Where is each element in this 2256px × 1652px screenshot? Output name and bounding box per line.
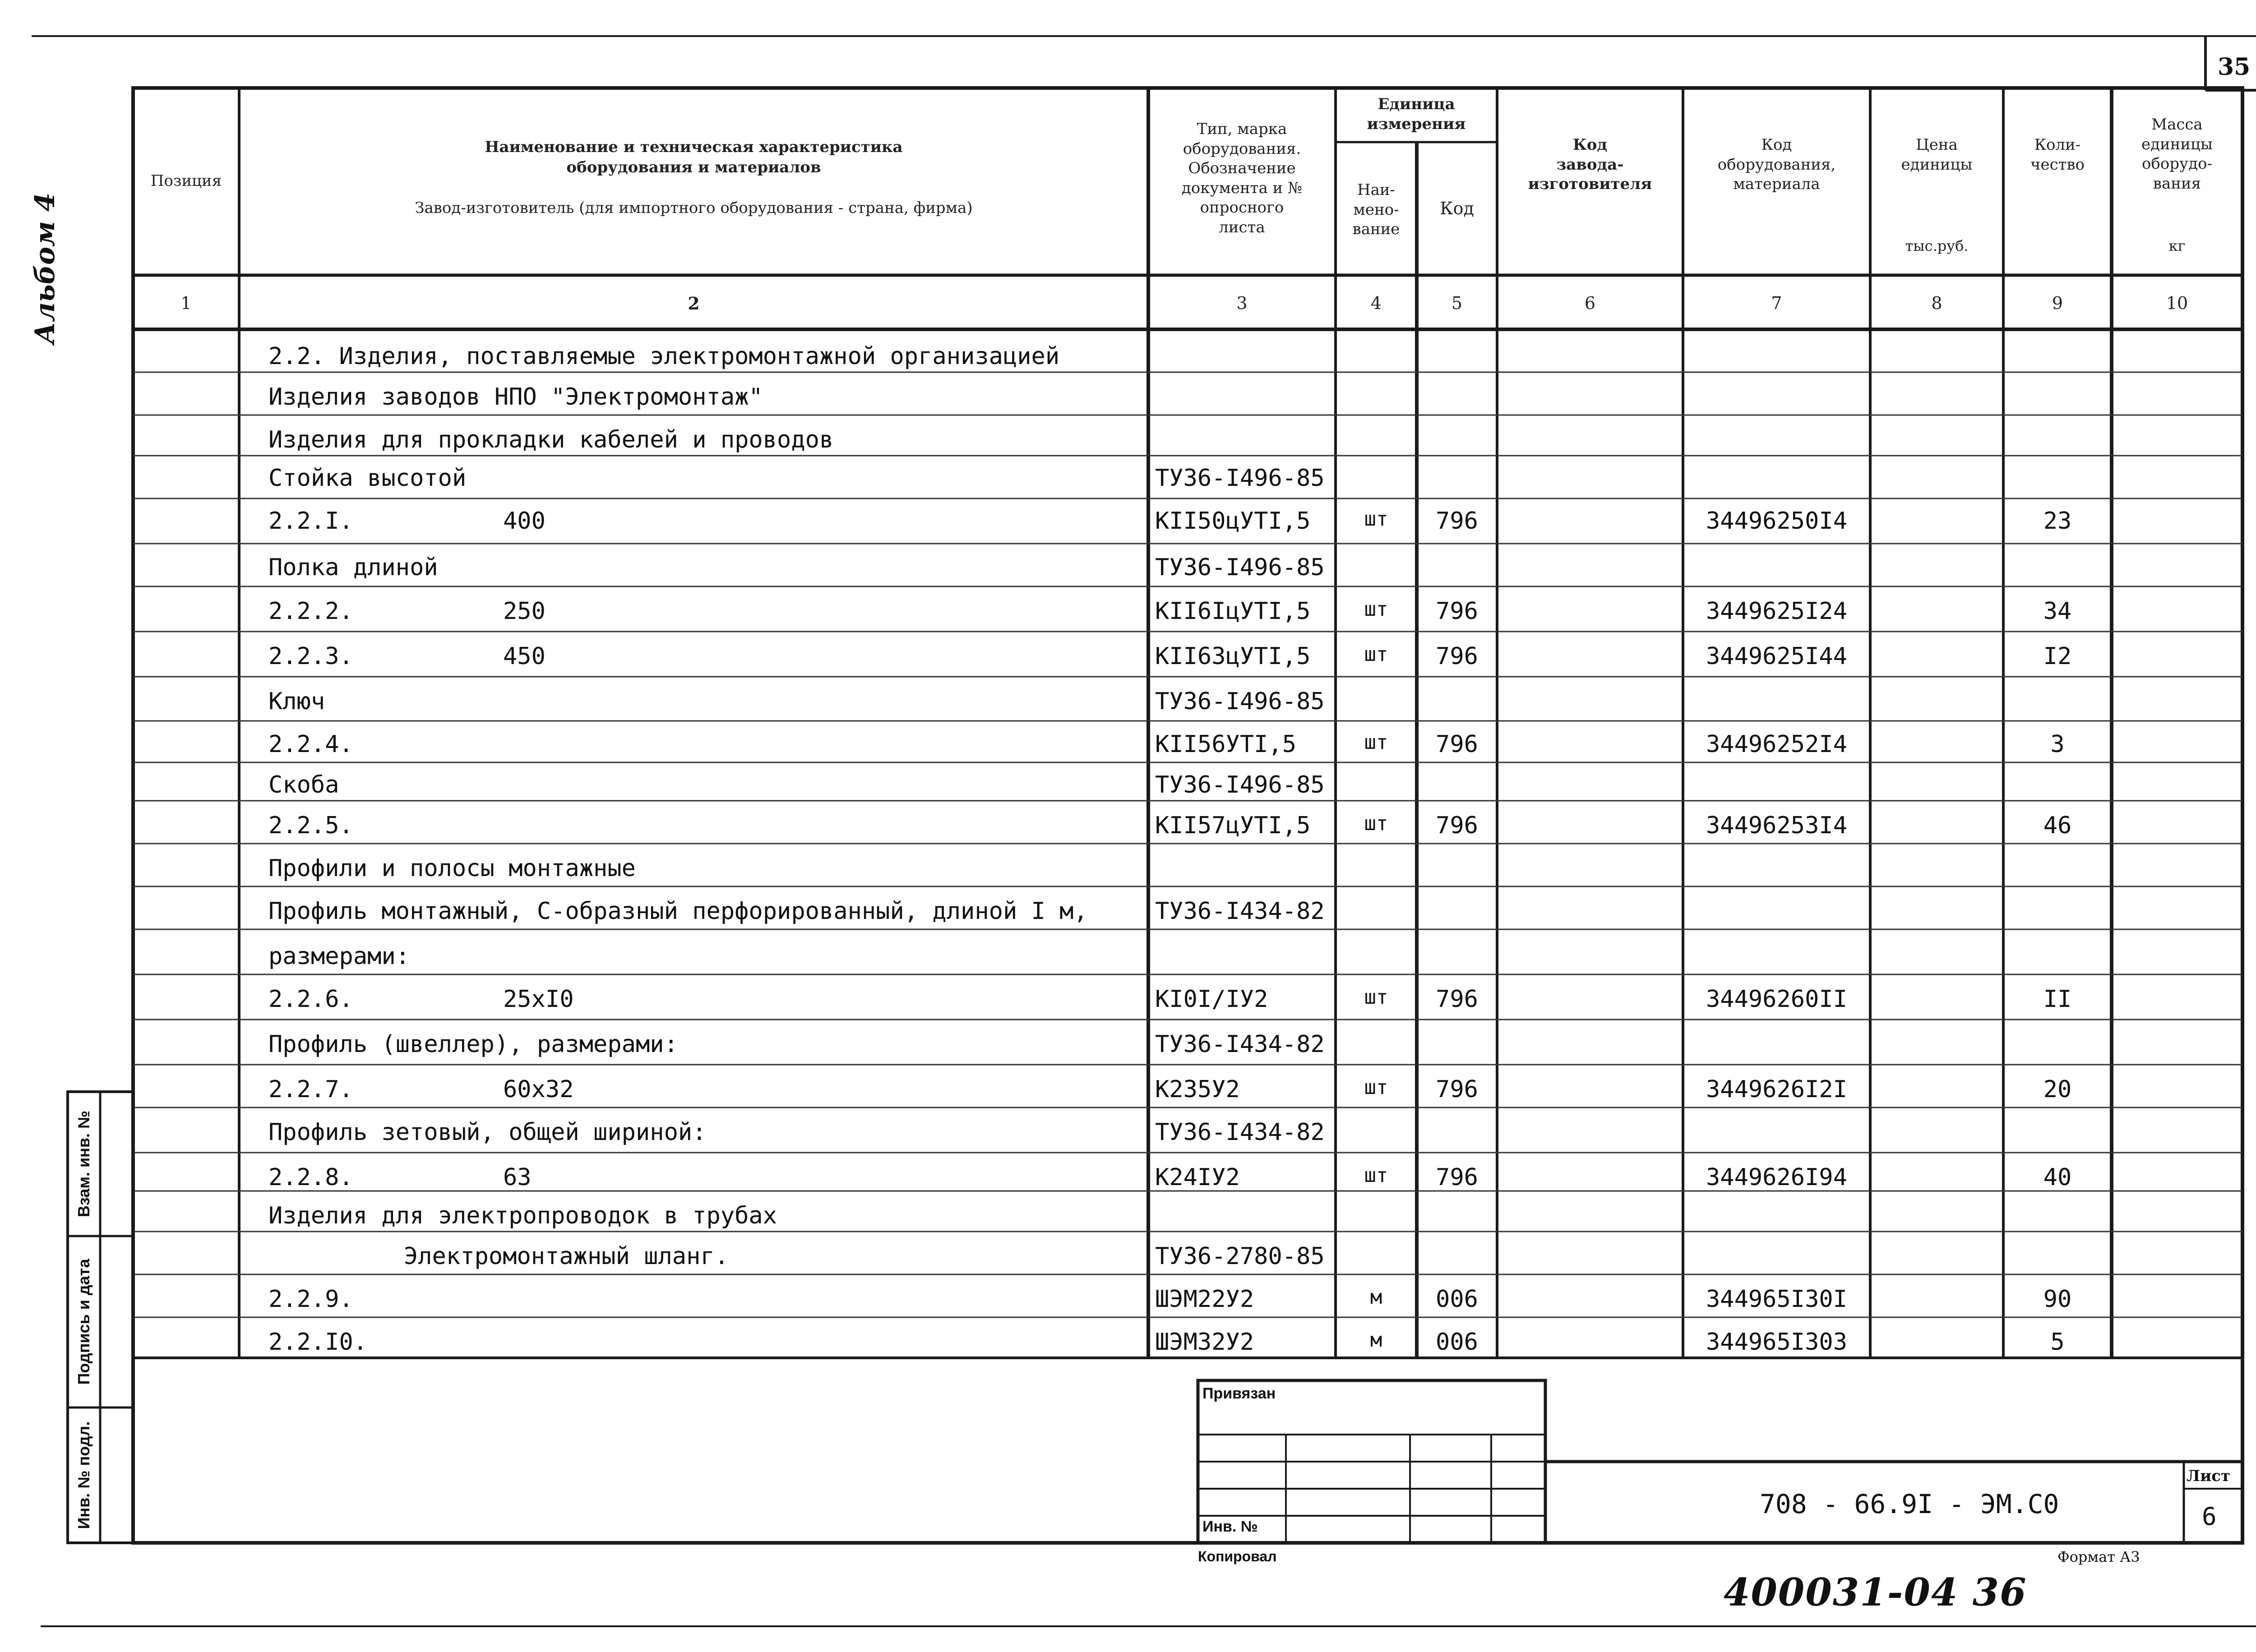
header-factory-code-l3: изготовителя [1528,175,1652,194]
row-type: ТУ36-I496-85 [1155,688,1325,715]
header-price-unit: тыс.руб. [1905,237,1969,254]
row-name: Стойка высотой [268,465,467,492]
row-quantity: I2 [2043,643,2072,670]
header-mass-l4: вания [2153,174,2201,193]
row-name: Профиль зетовый, общей шириной: [268,1119,707,1146]
row-position: 2.2.3. [268,643,353,670]
stamp-sheet-number: 6 [2202,1502,2217,1531]
row-quantity: 90 [2043,1286,2072,1313]
row-type: ТУ36-2780-85 [1155,1243,1325,1270]
col-number-7: 7 [1771,293,1782,313]
row-position: 2.2.5. [268,812,353,839]
row-unit: шт [1364,1076,1388,1099]
row-type: ТУ36-I434-82 [1155,898,1325,925]
row-quantity: II [2043,986,2072,1013]
row-unit: шт [1364,986,1388,1009]
side-stamp-vzam-inv: Взам. инв. № [74,1110,93,1218]
row-unit-code: 796 [1436,643,1478,670]
row-name: Изделия для электропроводок в трубах [268,1202,777,1229]
row-material-code: 344965I30I [1706,1286,1848,1313]
header-material-code-l3: материала [1733,175,1820,194]
header-unit-l2: измерения [1367,115,1466,133]
header-type-l4: документа и № [1181,179,1303,197]
row-name: Ключ [268,688,325,715]
col-number-6: 6 [1584,293,1596,313]
row-size: 63 [503,1164,532,1191]
header-factory-code-l2: завода- [1556,155,1624,174]
row-name: 2.2. Изделия, поставляемые электромонтажной организацией [268,343,1060,370]
stamp-sheet-label: Лист [2187,1467,2231,1485]
row-name: Изделия для прокладки кабелей и проводов [268,426,834,453]
row-name: Электромонтажный шланг. [404,1243,729,1270]
handwritten-note: 400031-04 36 [1724,1570,2027,1615]
row-position: 2.2.I0. [268,1329,368,1356]
row-material-code: 34496250I4 [1706,508,1848,535]
row-material-code: 344965I303 [1706,1329,1848,1356]
header-mass [2112,115,2242,194]
header-name-line2: оборудования и материалов [566,158,821,176]
col-number-10: 10 [2166,293,2188,313]
sheet-corner-number: 35 [2218,53,2251,81]
row-unit: шт [1364,731,1388,754]
row-quantity: 34 [2043,598,2072,625]
header-type-l6: листа [1219,218,1265,236]
header-name-line1: Наименование и техническая характеристика [485,138,903,156]
row-quantity: 40 [2043,1164,2072,1191]
header-price-l1: Цена [1916,136,1958,154]
row-name: Профиль монтажный, С-образный перфорированный, длиной I м, [268,898,1088,925]
header-mass-l2: единицы [2141,135,2213,153]
row-type: КII50цУТI,5 [1155,508,1311,535]
row-unit: шт [1364,812,1388,835]
row-name: Изделия заводов НПО "Электромонтаж" [268,383,763,411]
row-type: ТУ36-I496-85 [1155,771,1325,798]
row-unit: шт [1364,643,1388,666]
row-unit-code: 796 [1436,1164,1478,1191]
header-unit-l1: Единица [1378,95,1455,113]
header-type-l1: Тип, марка [1197,120,1287,138]
stamp-privyazan: Привязан [1202,1385,1276,1402]
header-unit-name-l1: Наи- [1357,181,1396,199]
header-material-code-l1: Код [1761,136,1792,154]
header-unit-group [1336,95,1497,134]
stamp-inv-no: Инв. № [1202,1518,1258,1535]
album-label: Альбом 4 [29,193,61,344]
header-factory-code [1497,135,1683,194]
row-size: 60х32 [503,1076,574,1103]
col-number-4: 4 [1370,293,1382,313]
col-number-5: 5 [1451,293,1463,313]
header-unit-code: Код [1440,198,1474,218]
row-size: 400 [503,508,546,535]
side-stamp-signature-date: Подпись и дата [74,1259,93,1385]
row-material-code: 34496252I4 [1706,731,1848,758]
row-material-code: 3449626I2I [1706,1076,1848,1103]
row-unit: шт [1364,598,1388,621]
row-unit-code: 796 [1436,598,1478,625]
row-quantity: 46 [2043,812,2072,839]
col-number-2: 2 [688,293,700,314]
row-unit-code: 796 [1436,1076,1478,1103]
row-type: К235У2 [1155,1076,1240,1103]
header-unit-name-l3: вание [1352,220,1400,239]
header-price [1870,135,2003,175]
row-name: Профиль (швеллер), размерами: [268,1031,678,1058]
header-mass-unit: кг [2168,237,2186,254]
row-position: 2.2.6. [268,986,353,1013]
row-type: ШЭМ32У2 [1155,1329,1254,1356]
row-quantity: 3 [2050,731,2065,758]
row-size: 250 [503,598,546,625]
row-type: ТУ36-I496-85 [1155,554,1325,581]
row-type: КI0I/IУ2 [1155,986,1268,1013]
header-position: Позиция [150,172,222,190]
row-type: ТУ36-I496-85 [1155,465,1325,492]
row-type: КII63цУТI,5 [1155,643,1311,670]
row-position: 2.2.2. [268,598,353,625]
row-unit-code: 796 [1436,508,1478,535]
row-position: 2.2.9. [268,1286,353,1313]
row-type: КII56УТI,5 [1155,731,1297,758]
row-material-code: 3449625I44 [1706,643,1848,670]
col-number-1: 1 [180,293,192,313]
col-number-8: 8 [1931,293,1942,313]
header-type-l2: оборудования. [1183,139,1301,158]
row-unit-code: 796 [1436,731,1478,758]
row-quantity: 23 [2043,508,2072,535]
row-type: КII57цУТI,5 [1155,812,1311,839]
row-name: размерами: [268,943,410,970]
row-unit: шт [1364,1164,1388,1187]
row-position: 2.2.8. [268,1164,353,1191]
row-material-code: 3449626I94 [1706,1164,1848,1191]
header-factory-code-l1: Код [1572,136,1608,154]
row-position: 2.2.I. [268,508,353,535]
row-name: Скоба [268,771,339,798]
header-name-line3: Завод-изготовитель (для импортного оборудования - страна, фирма) [415,199,973,217]
row-type: КII6IцУТI,5 [1155,598,1311,625]
row-unit: м [1370,1329,1382,1352]
side-stamp-inv-podl: Инв. № подл. [74,1421,93,1529]
row-quantity: 20 [2043,1076,2072,1103]
row-unit-code: 006 [1436,1329,1478,1356]
row-type: ТУ36-I434-82 [1155,1031,1325,1058]
stamp-designation: 708 - 66.9I - ЭМ.С0 [1760,1489,2059,1519]
header-mass-l1: Масса [2151,115,2203,134]
row-unit: м [1370,1286,1382,1309]
header-type-l3: Обозначение [1188,159,1296,178]
row-size: 450 [503,643,546,670]
stamp-format: Формат А3 [2057,1548,2140,1565]
row-material-code: 34496253I4 [1706,812,1848,839]
row-unit-code: 796 [1436,986,1478,1013]
header-type [1148,120,1336,237]
row-type: ТУ36-I434-82 [1155,1119,1325,1146]
header-unit-name [1336,180,1417,240]
row-quantity: 5 [2050,1329,2065,1356]
row-unit: шт [1364,508,1388,531]
header-price-l2: единицы [1901,155,1973,174]
header-unit-name-l2: мено- [1353,200,1399,219]
row-name: Полка длиной [268,554,438,581]
header-quantity-l1: Коли- [2034,136,2081,154]
header-mass-l3: оборудо- [2141,155,2213,173]
header-quantity-l2: чество [2030,155,2085,174]
row-material-code: 34496260II [1706,986,1848,1013]
header-material-code-l2: оборудования, [1717,155,1836,174]
col-number-9: 9 [2052,293,2063,313]
row-position: 2.2.4. [268,731,353,758]
row-unit-code: 006 [1436,1286,1478,1313]
row-material-code: 3449625I24 [1706,598,1848,625]
header-quantity [2003,135,2112,175]
header-material-code [1683,135,1870,194]
row-type: К24IУ2 [1155,1164,1240,1191]
row-position: 2.2.7. [268,1076,353,1103]
row-unit-code: 796 [1436,812,1478,839]
stamp-copied: Копировал [1198,1548,1277,1564]
header-type-l5: опросного [1200,198,1284,217]
row-type: ШЭМ22У2 [1155,1286,1254,1313]
row-name: Профили и полосы монтажные [268,855,636,882]
col-number-3: 3 [1236,293,1248,313]
row-size: 25хI0 [503,986,574,1013]
